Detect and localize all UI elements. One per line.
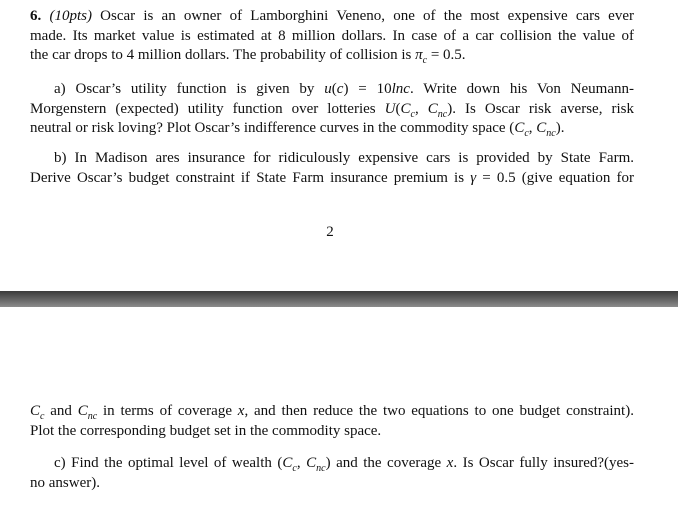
part-a-line-1: a) Oscar’s utility function is given by u(c) = 10lnc. Write down his Von Neumann-	[54, 81, 634, 97]
problem-text-1: Oscar is an owner of Lamborghini Veneno, one of the most expensive cars ever	[100, 8, 634, 24]
problem-number: 6.	[30, 8, 42, 24]
part-c-line-1: c) Find the optimal level of wealth ($C_c$, $C_{nc}$) and the coverage x. Is Oscar fully insured?(yes-	[54, 455, 634, 474]
part-c-line-2: no answer).	[30, 474, 100, 491]
part-b	[30, 149, 634, 188]
page-bottom	[0, 307, 678, 516]
problem-statement	[30, 7, 634, 66]
part-a-line-2: Morgenstern (expected) utility function over lotteries $U(C_c$, $C_{nc}$). Is Oscar risk averse, risk	[30, 100, 634, 120]
page-gap	[0, 291, 678, 307]
part-a	[30, 80, 634, 139]
part-b-cont-line-2: Plot the corresponding budget set in the commodity space.	[30, 422, 382, 439]
problem-points: (10pts)	[49, 8, 92, 24]
problem-line-1	[30, 7, 634, 27]
page-number: 2	[326, 224, 334, 240]
part-a-line-3: neutral or risk loving? Plot Oscar’s indifference curves in the commodity space ($C_c$, $C_{nc}$).	[30, 120, 565, 139]
part-c	[30, 454, 634, 493]
problem-line-2: made. Its market value is estimated at 8 million dollars. In case of a car collision the value of	[30, 27, 634, 44]
problem-line-3: the car drops to 4 million dollars. The probability of collision is $\pi_c = 0.5$.	[30, 47, 466, 66]
part-b-continued	[30, 402, 634, 441]
part-b-cont-line-1: $C_c$ and $C_{nc}$ in terms of coverage x, and then reduce the two equations to one budget constraint).	[30, 403, 634, 422]
part-b-line-2: Derive Oscar’s budget constraint if State Farm insurance premium is γ = 0.5 (give equation for	[30, 169, 635, 186]
part-b-line-1: b) In Madison ares insurance for ridiculously expensive cars is provided by State Farm.	[54, 150, 634, 166]
